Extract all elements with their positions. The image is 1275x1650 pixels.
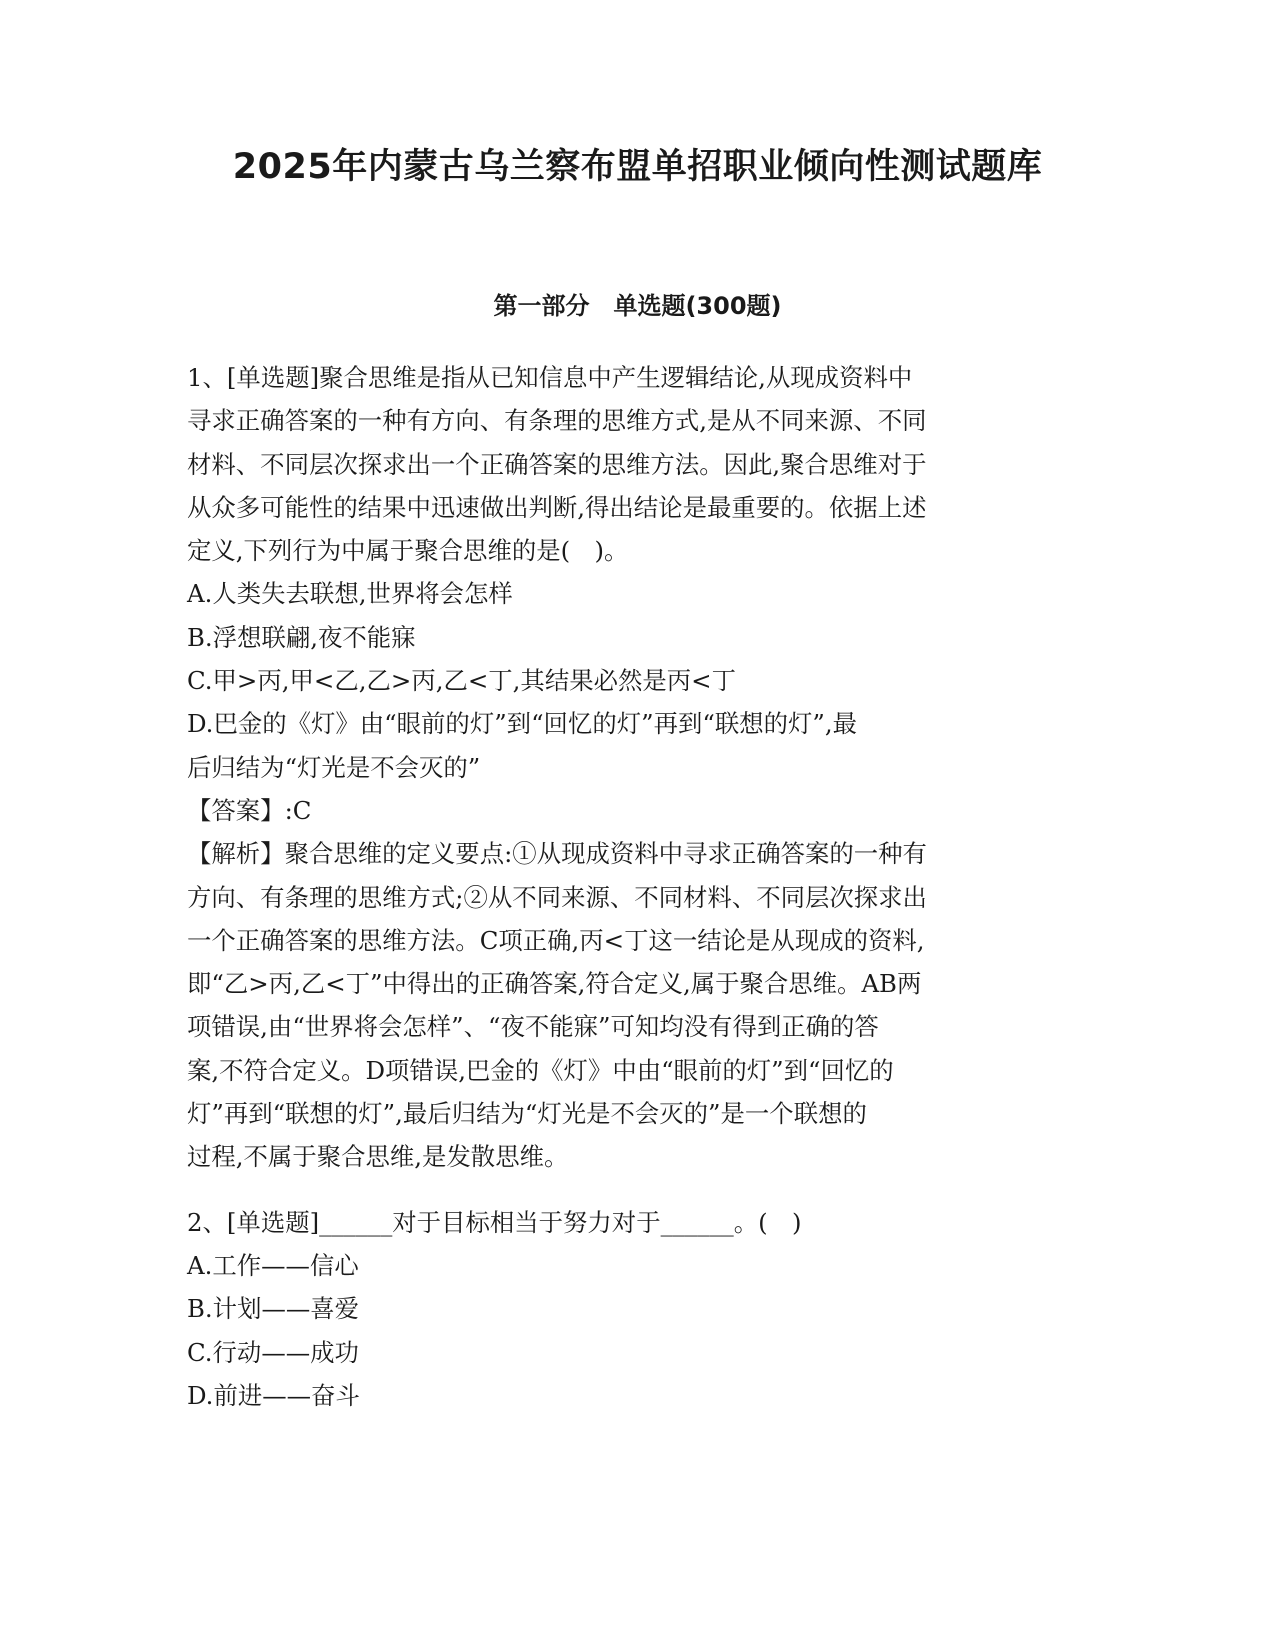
option-a: A.人类失去联想,世界将会怎样 — [187, 579, 513, 609]
stem-line: 从众多可能性的结果中迅速做出判断,得出结论是最重要的。依据上述 — [187, 492, 927, 522]
question-list — [187, 356, 1079, 1417]
option-b: B.计划——喜爱 — [187, 1294, 360, 1324]
question-1-stem — [187, 356, 1079, 572]
option-d: D.前进——奋斗 — [187, 1380, 360, 1410]
question-2-stem — [187, 1201, 1079, 1244]
analysis-line: 即“乙>丙,乙<丁”中得出的正确答案,符合定义,属于聚合思维。AB两 — [187, 969, 922, 999]
option-d: D.巴金的《灯》由“眼前的灯”到“回忆的灯”再到“联想的灯”,最 — [187, 709, 857, 739]
option-c: C.行动——成功 — [187, 1337, 359, 1367]
answer: 【答案】:C — [187, 795, 312, 825]
option-c: C.甲>丙,甲<乙,乙>丙,乙<丁,其结果必然是丙<丁 — [187, 666, 736, 696]
analysis-line: 方向、有条理的思维方式;②从不同来源、不同材料、不同层次探求出 — [187, 882, 927, 912]
analysis-line: 过程,不属于聚合思维,是发散思维。 — [187, 1142, 569, 1172]
stem-line: 定义,下列行为中属于聚合思维的是( )。 — [187, 536, 629, 566]
analysis-line: 案,不符合定义。D项错误,巴金的《灯》中由“眼前的灯”到“回忆的 — [187, 1055, 894, 1085]
document-title: 2025年内蒙古乌兰察布盟单招职业倾向性测试题库 — [232, 147, 1043, 187]
analysis-line: 项错误,由“世界将会怎样”、“夜不能寐”可知均没有得到正确的答 — [187, 1012, 879, 1042]
option-b: B.浮想联翩,夜不能寐 — [187, 622, 416, 652]
question-1-options — [187, 572, 1079, 788]
question-2-options — [187, 1244, 1079, 1417]
question-2 — [187, 1201, 1079, 1417]
analysis-line: 一个正确答案的思维方法。C项正确,丙<丁这一结论是从现成的资料, — [187, 925, 925, 955]
option-a: A.工作——信心 — [187, 1250, 359, 1280]
stem-line: 寻求正确答案的一种有方向、有条理的思维方式,是从不同来源、不同 — [187, 406, 927, 436]
section-title: 第一部分 单选题(300题) — [493, 292, 782, 320]
stem-line: 2、[单选题]______对于目标相当于努力对于______。( ) — [187, 1207, 802, 1237]
option-d-continued: 后归结为“灯光是不会灭的” — [187, 752, 481, 782]
stem-line: 材料、不同层次探求出一个正确答案的思维方法。因此,聚合思维对于 — [187, 449, 927, 479]
analysis — [187, 832, 1079, 1178]
question-1 — [187, 356, 1079, 1179]
analysis-line: 【解析】聚合思维的定义要点:①从现成资料中寻求正确答案的一种有 — [187, 839, 927, 869]
question-separator — [187, 1179, 1079, 1201]
stem-line: 1、[单选题]聚合思维是指从已知信息中产生逻辑结论,从现成资料中 — [187, 363, 913, 392]
analysis-line: 灯”再到“联想的灯”,最后归结为“灯光是不会灭的”是一个联想的 — [187, 1099, 867, 1129]
